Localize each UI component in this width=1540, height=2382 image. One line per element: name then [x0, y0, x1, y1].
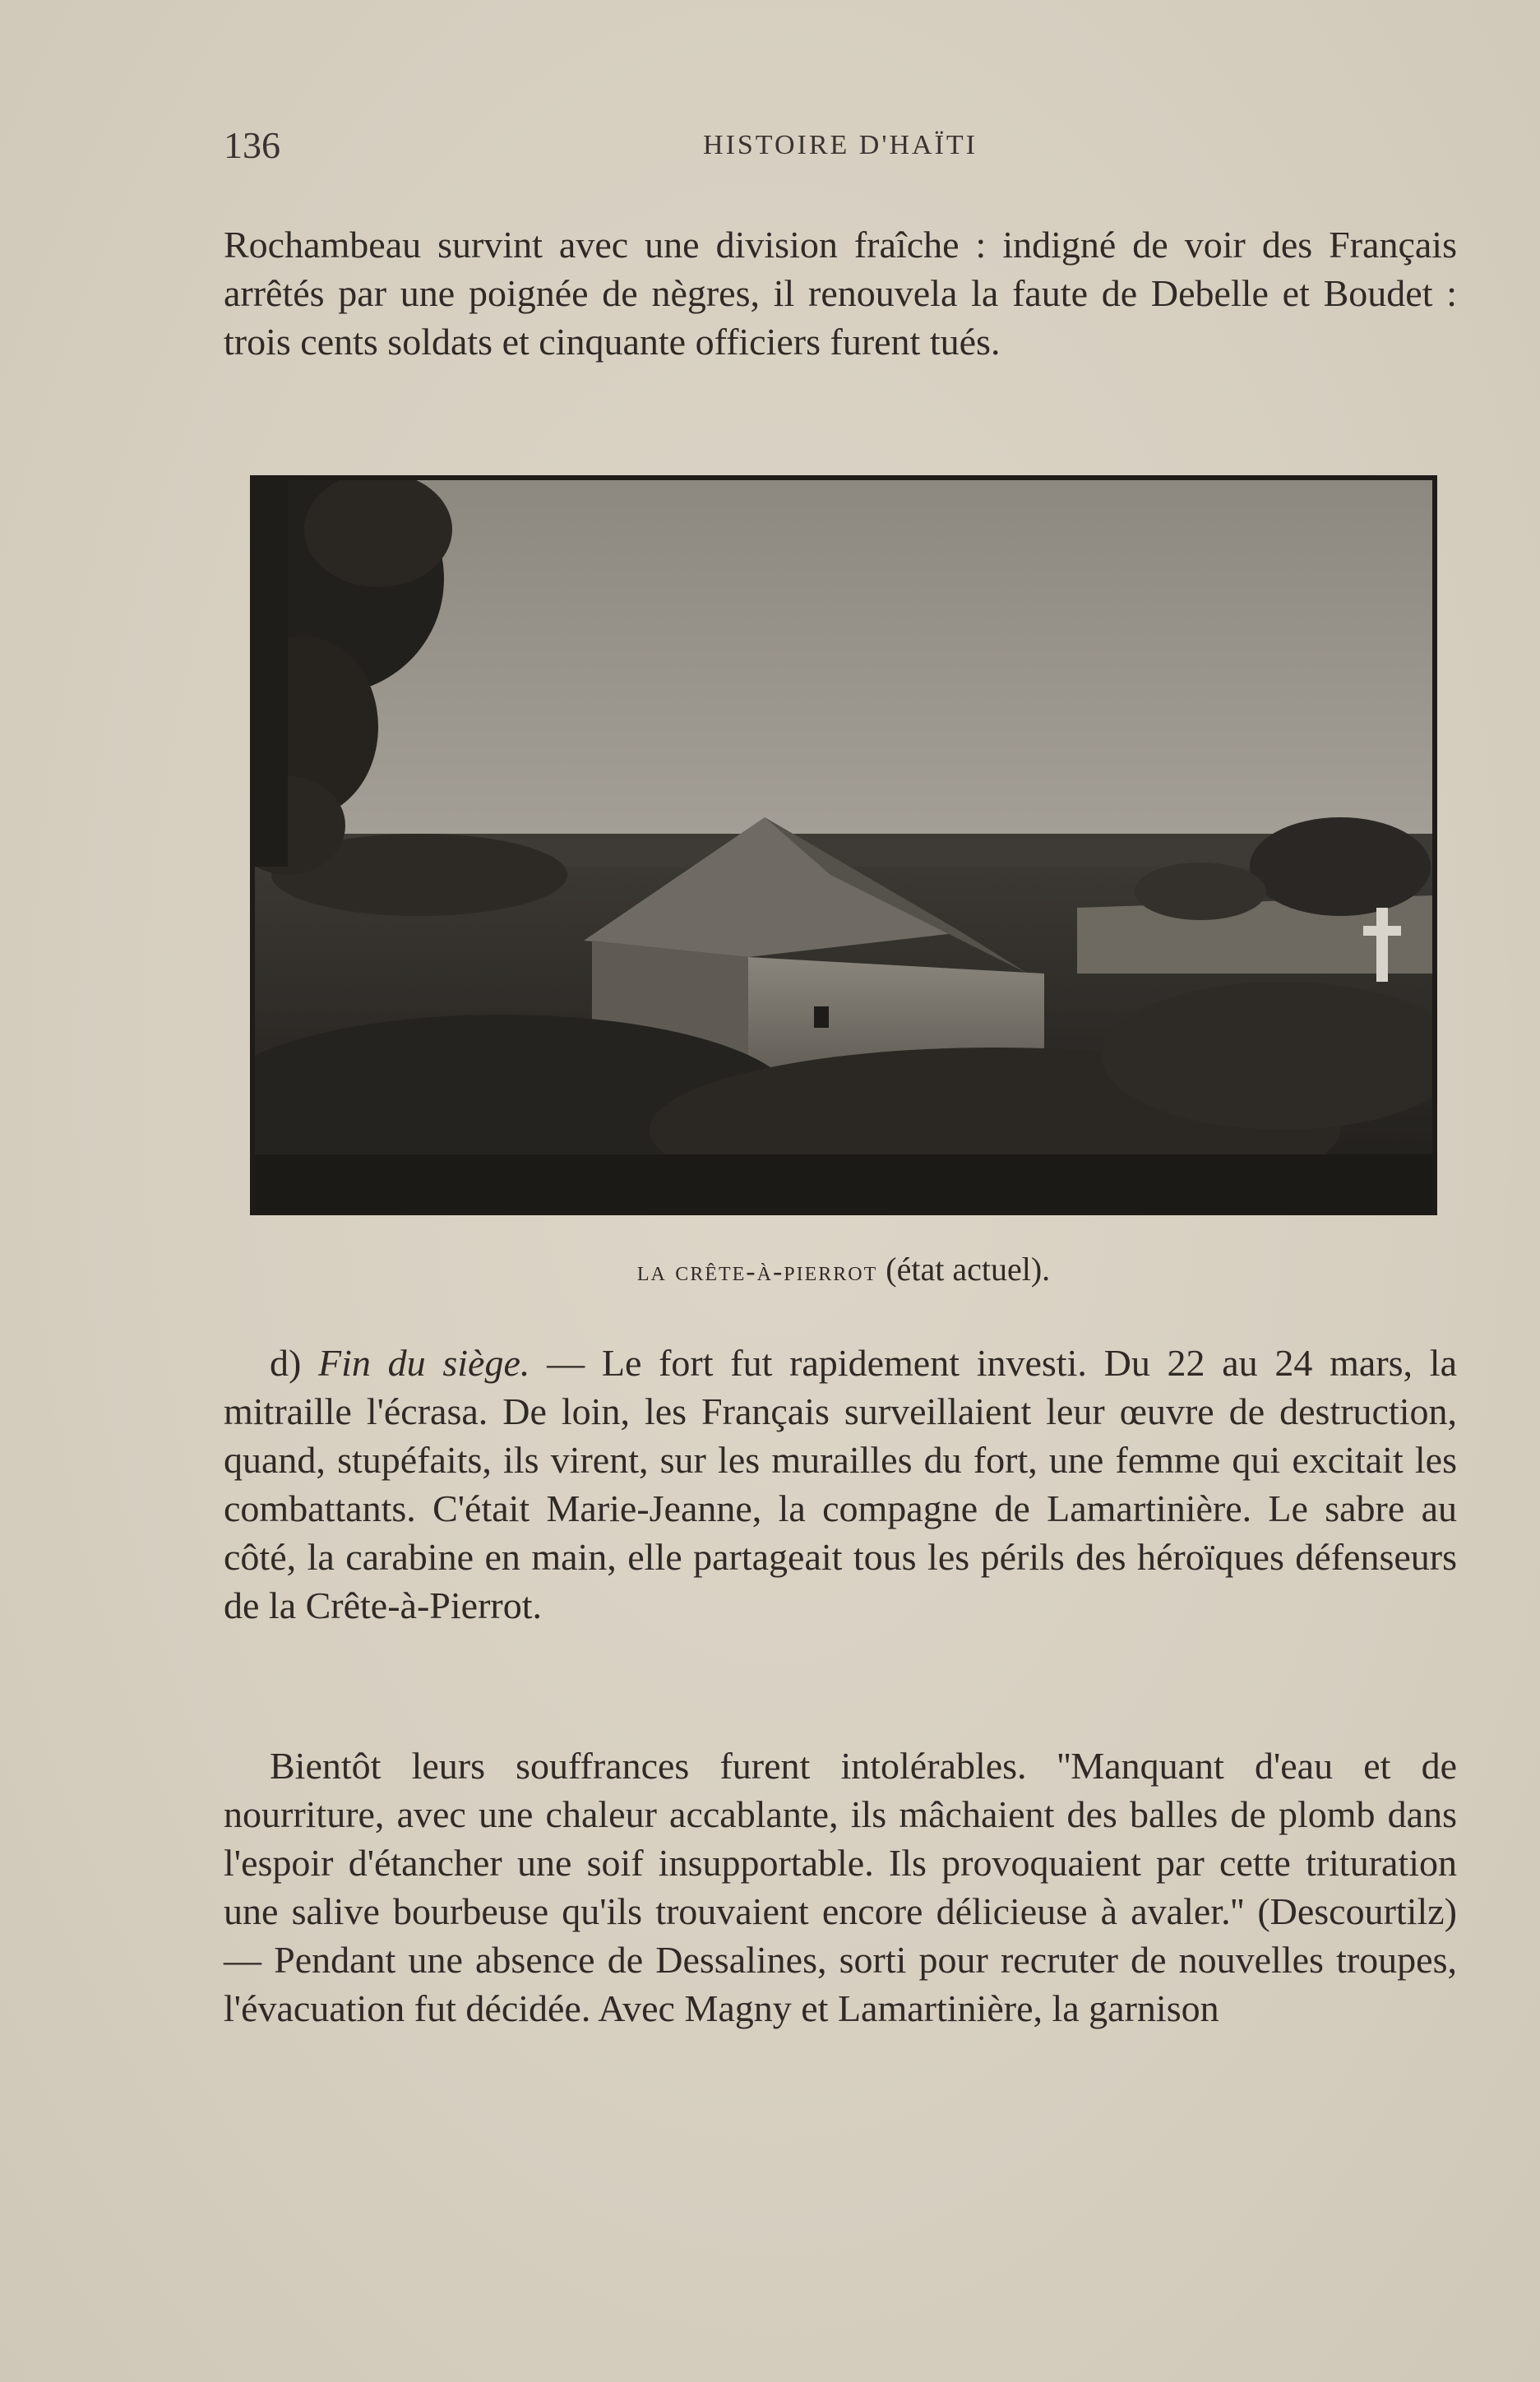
paragraph-souffrances: Bientôt leurs souffrances furent intolérables. ''Manquant d'eau et de nourriture, avec une chaleur accablante, ils mâchaient des balles de plomb dans l'espoir d'étancher une soif insupportable. Ils provoquaient par cette trituration une salive bourbeuse qu'ils trouvaient encore délicieuse à avaler.'' (Descourtilz) — Pendant une absence de Dessalines, sorti pour recruter de nouvelles troupes, l'évacuation fut décidée. Avec Magny et Lamartinière, la garnison: [224, 1745, 1457, 2029]
section-text: — Le fort fut rapidement investi. Du 22 au 24 mars, la mitraille l'écrasa. De loin, les Français surveillaient leur œuvre de destruction, quand, stupéfaits, ils virent, sur les murailles du fort, une femme qui excitait les combattants. C'était Marie-Jeanne, la compagne de Lamartinière. Le sabre au côté, la carabine en main, elle partageait tous les périls des héroïques défenseurs de la Crête-à-Pierrot.: [224, 1342, 1457, 1626]
section-heading: Fin du siège.: [318, 1342, 530, 1384]
section-marker: d): [270, 1342, 319, 1384]
figure-caption: [250, 1250, 1437, 1288]
page-number: 136: [224, 124, 280, 166]
fort-ruins-photograph: [255, 480, 1432, 1210]
caption-note: (état actuel).: [877, 1251, 1051, 1288]
crete-a-pierrot-photo: [250, 475, 1437, 1215]
paragraph-rochambeau: Rochambeau survint avec une division fraîche : indigné de voir des Français arrêtés par une poignée de nègres, il renouvela la faute de Debelle et Boudet : trois cents soldats et cinquante officiers furent tués.: [224, 224, 1457, 363]
caption-place-name: la crête-à-pierrot: [636, 1256, 878, 1287]
page-header: [224, 123, 1457, 173]
running-title: HISTOIRE D'HAÏTI: [703, 130, 978, 160]
paragraph-fin-du-siege: [224, 1339, 1457, 1630]
